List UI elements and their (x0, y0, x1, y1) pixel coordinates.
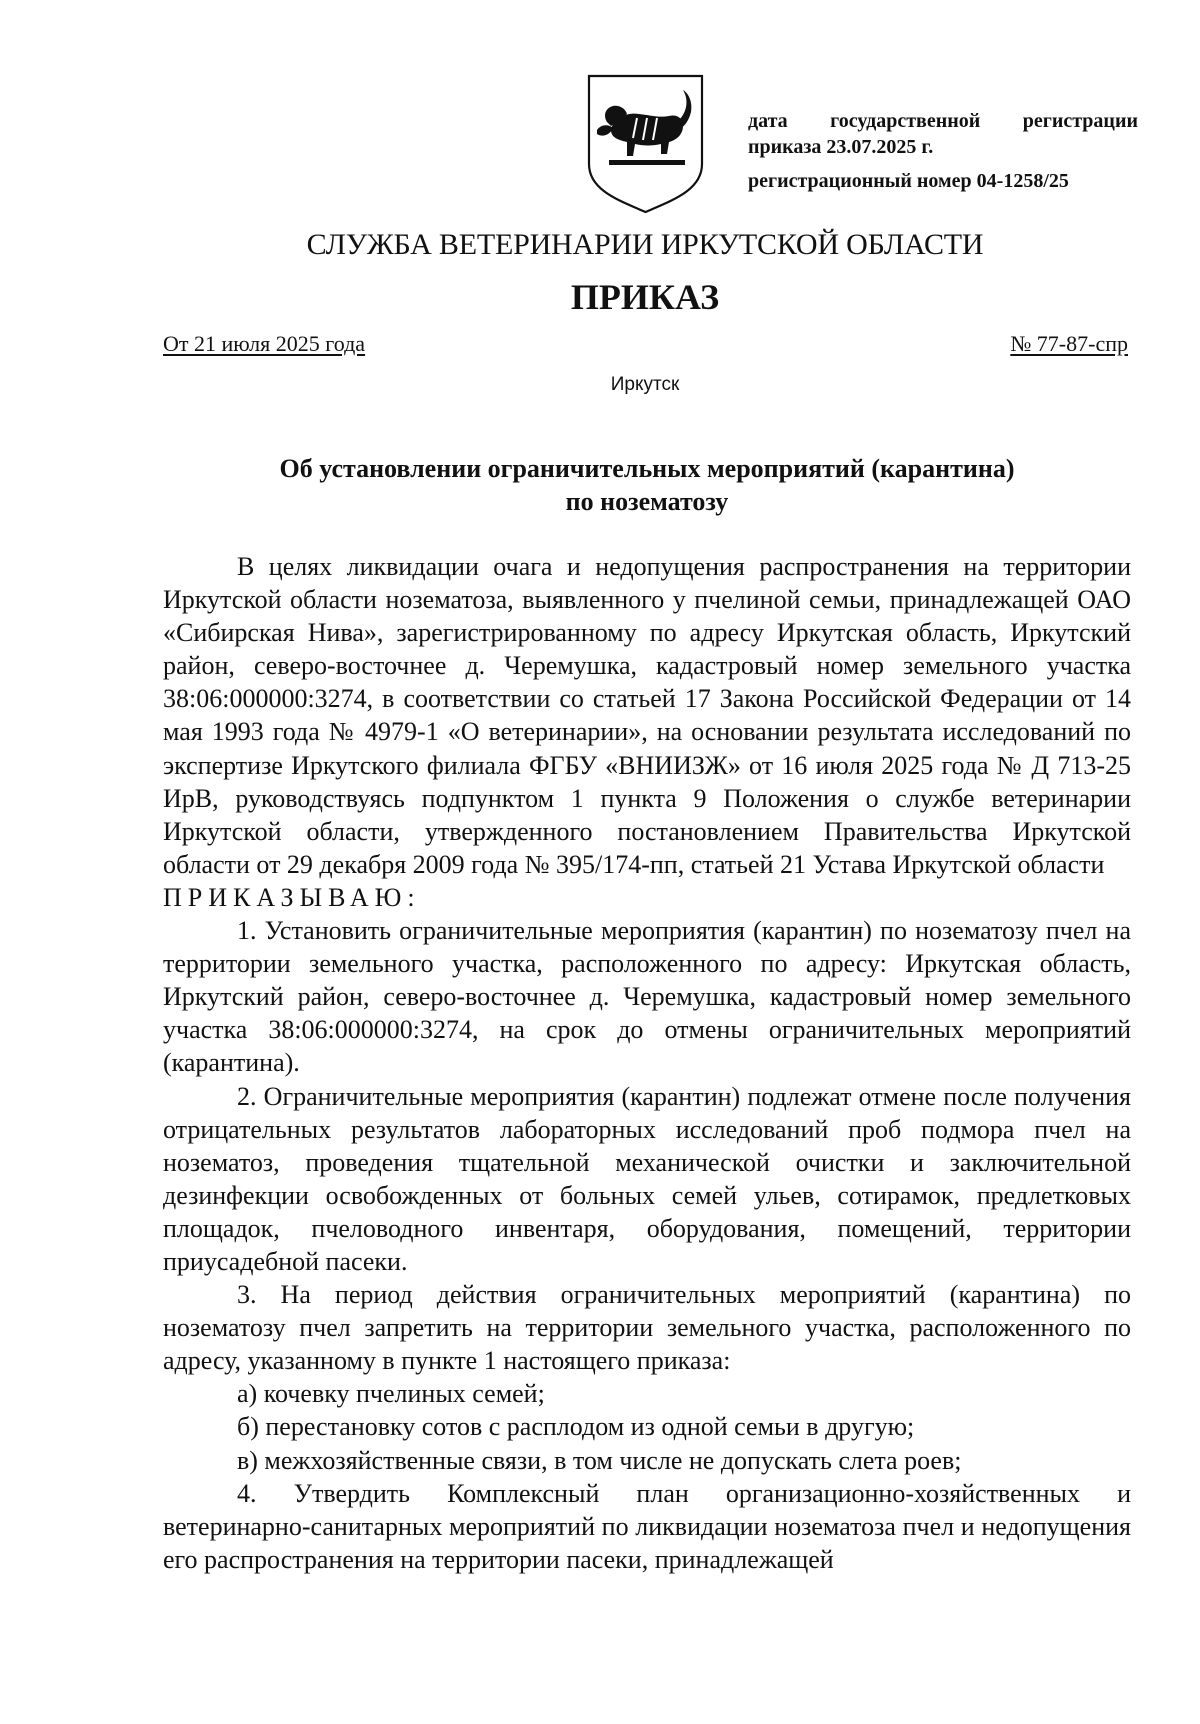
item-3-paragraph: 3. На период действия ограничительных мероприятий (карантина) по нозематозу пчел запретить на территории земельного участка, расположенного по адресу, указанному в пункте 1 настоящего приказа: (163, 1280, 1131, 1376)
item-2-paragraph: 2. Ограничительные мероприятия (карантин) подлежат отмене после получения отрицательных результатов лабораторных исследований проб подмора пчел на нозематоз, проведения тщательной механической очистки и заключительной дезинфекции освобожденных от больных семей ульев, сотирамок, предлетковых площадок, пчеловодного инвентаря, оборудования, помещений, территории приусадебной пасеки. (163, 1081, 1131, 1276)
order-number: № 77-87-спр (1010, 331, 1128, 356)
order-city: Иркутск (610, 374, 680, 395)
order-body (163, 550, 1131, 1576)
order-date: От 21 июля 2025 года (163, 331, 366, 356)
registration-date-value: приказа 23.07.2025 г. (748, 136, 934, 158)
item-3b-paragraph: б) перестановку сотов с расплодом из одной семьи в другую; (237, 1412, 915, 1442)
agency-title: СЛУЖБА ВЕТЕРИНАРИИ ИРКУТСКОЙ ОБЛАСТИ (306, 228, 984, 261)
subject-line-2: по нозематозу (565, 487, 729, 516)
preamble-paragraph: В целях ликвидации очага и недопущения распространения на территории Иркутской области нозематоза, выявленного у пчелиной семьи, принадлежащей ОАО «Сибирская Нива», зарегистрированному по адресу Иркутская область, Иркутский район, северо-восточнее д. Черемушка, кадастровый номер земельного участка 38:06:000000:3274, в соответствии со статьей 17 Закона Российской Федерации от 14 мая 1993 года № 4979-1 «О ветеринарии», на основании результата исследований по экспертизе Иркутского филиала ФГБУ «ВНИИЗЖ» от 16 июля 2025 года № Д 713-25 ИрВ, руководствуясь подпунктом 1 пункта 9 Положения о службе ветеринарии Иркутской области, утвержденного постановлением Правительства Иркутской области от 29 декабря 2009 года № 395/174-пп, статьей 21 Устава Иркутской области (163, 552, 1131, 879)
item-4-paragraph: 4. Утвердить Комплексный план организационно-хозяйственных и ветеринарно-санитарных мероприятий по ликвидации нозематоза пчел и недопущения его распространения на территории пасеки, принадлежащей (163, 1478, 1131, 1574)
registration-block (748, 108, 1138, 194)
item-3c-paragraph: в) межхозяйственные связи, в том числе не допускать слета роев; (237, 1445, 962, 1475)
registration-date-label: дата государственной регистрации (748, 110, 1138, 132)
item-1-paragraph: 1. Установить ограничительные мероприятия (карантин) по нозематозу пчел на территории земельного участка, расположенного по адресу: Иркутская область, Иркутский район, северо-восточнее д. Черемушка, кадастровый номер земельного участка 38:06:000000:3274, на срок до отмены ограничительных мероприятий (карантина). (163, 916, 1131, 1078)
order-subject (163, 452, 1131, 518)
subject-line-1: Об установлении ограничительных мероприятий (карантина) (279, 454, 1015, 483)
document-title: ПРИКАЗ (570, 277, 720, 317)
item-3a-paragraph: а) кочевку пчелиных семей; (237, 1379, 545, 1409)
order-directive: ПРИКАЗЫВАЮ: (163, 882, 421, 912)
coat-of-arms-icon (583, 72, 708, 214)
registration-number: регистрационный номер 04-1258/25 (748, 170, 1069, 192)
